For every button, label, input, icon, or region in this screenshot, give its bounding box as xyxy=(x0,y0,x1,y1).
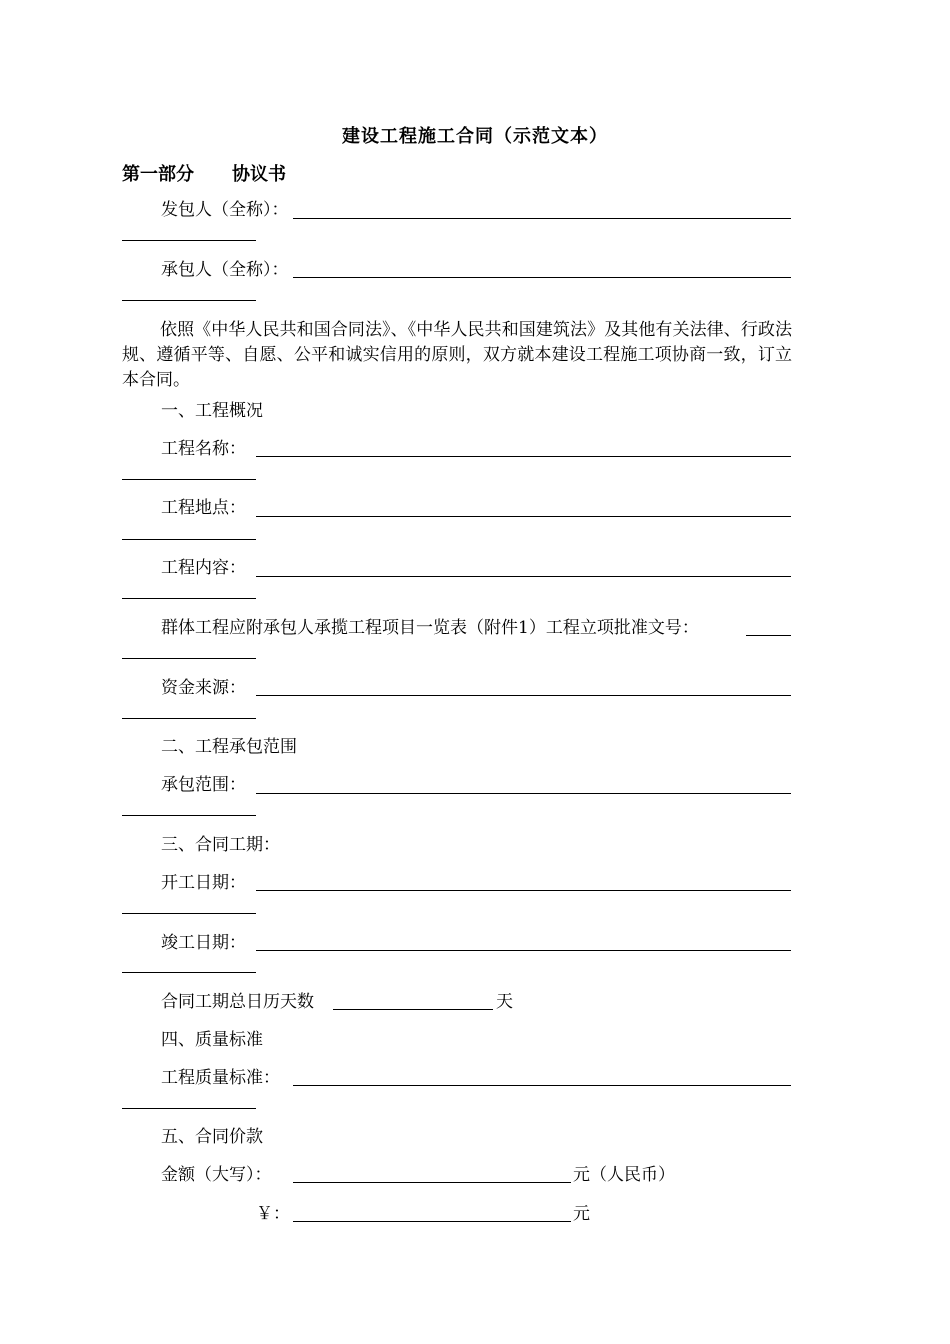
group-project-label: 群体工程应附承包人承揽工程项目一览表（附件1）工程立项批准文号： xyxy=(161,618,699,638)
completion-date-blank-line-cont[interactable] xyxy=(122,972,256,973)
start-date-blank-line[interactable] xyxy=(256,890,791,891)
project-location-blank-line-cont[interactable] xyxy=(122,539,256,540)
project-content-blank-line-cont[interactable] xyxy=(122,598,256,599)
scope-label: 承包范围： xyxy=(161,775,246,795)
quality-standard-blank-line-cont[interactable] xyxy=(122,1108,256,1109)
quality-standard-label: 工程质量标准： xyxy=(161,1068,280,1088)
employer-blank-line[interactable] xyxy=(293,218,791,219)
contractor-label: 承包人（全称）： xyxy=(161,260,289,280)
amount-yen-label: ￥： xyxy=(256,1204,290,1224)
total-days-unit: 天 xyxy=(496,992,513,1012)
amount-words-label: 金额（大写）： xyxy=(161,1165,272,1185)
approval-number-blank-line-cont[interactable] xyxy=(122,658,256,659)
fund-source-blank-line-cont[interactable] xyxy=(122,718,256,719)
part-name: 协议书 xyxy=(232,164,286,185)
section-2-heading: 二、工程承包范围 xyxy=(161,737,297,757)
fund-source-blank-line[interactable] xyxy=(256,695,791,696)
total-days-label: 合同工期总日历天数 xyxy=(161,992,314,1012)
fund-source-label: 资金来源： xyxy=(161,678,246,698)
part-heading xyxy=(122,160,286,186)
project-location-blank-line[interactable] xyxy=(256,516,791,517)
section-5-heading: 五、合同价款 xyxy=(161,1127,263,1147)
amount-words-blank-line[interactable] xyxy=(293,1182,571,1183)
part-number: 第一部分 xyxy=(122,164,194,185)
section-3-heading: 三、合同工期： xyxy=(161,835,280,855)
project-name-blank-line-cont[interactable] xyxy=(122,479,256,480)
amount-words-unit: 元（人民币） xyxy=(573,1165,675,1185)
scope-blank-line-cont[interactable] xyxy=(122,815,256,816)
approval-number-blank-line[interactable] xyxy=(746,635,791,636)
project-location-label: 工程地点： xyxy=(161,498,246,518)
quality-standard-blank-line[interactable] xyxy=(293,1085,791,1086)
section-4-heading: 四、质量标准 xyxy=(161,1030,263,1050)
project-content-blank-line[interactable] xyxy=(256,576,791,577)
completion-date-blank-line[interactable] xyxy=(256,950,791,951)
project-name-blank-line[interactable] xyxy=(256,456,791,457)
contractor-blank-line[interactable] xyxy=(293,277,791,278)
employer-label: 发包人（全称）： xyxy=(161,200,289,220)
section-1-heading: 一、工程概况 xyxy=(161,401,263,421)
intro-paragraph: 依照《中华人民共和国合同法》、《中华人民共和国建筑法》及其他有关法律、行政法规、遵循平等、自愿、公平和诚实信用的原则，双方就本建设工程施工项协商一致，订立本合同。 xyxy=(122,320,792,390)
completion-date-label: 竣工日期： xyxy=(161,933,246,953)
document-title: 建设工程施工合同（示范文本） xyxy=(342,126,608,147)
total-days-blank-line[interactable] xyxy=(333,1009,493,1010)
scope-blank-line[interactable] xyxy=(256,793,791,794)
employer-blank-line-cont[interactable] xyxy=(122,240,256,241)
amount-yen-unit: 元 xyxy=(573,1204,590,1224)
start-date-blank-line-cont[interactable] xyxy=(122,913,256,914)
project-name-label: 工程名称： xyxy=(161,439,246,459)
amount-yen-blank-line[interactable] xyxy=(293,1221,571,1222)
contractor-blank-line-cont[interactable] xyxy=(122,300,256,301)
project-content-label: 工程内容： xyxy=(161,558,246,578)
start-date-label: 开工日期： xyxy=(161,873,246,893)
